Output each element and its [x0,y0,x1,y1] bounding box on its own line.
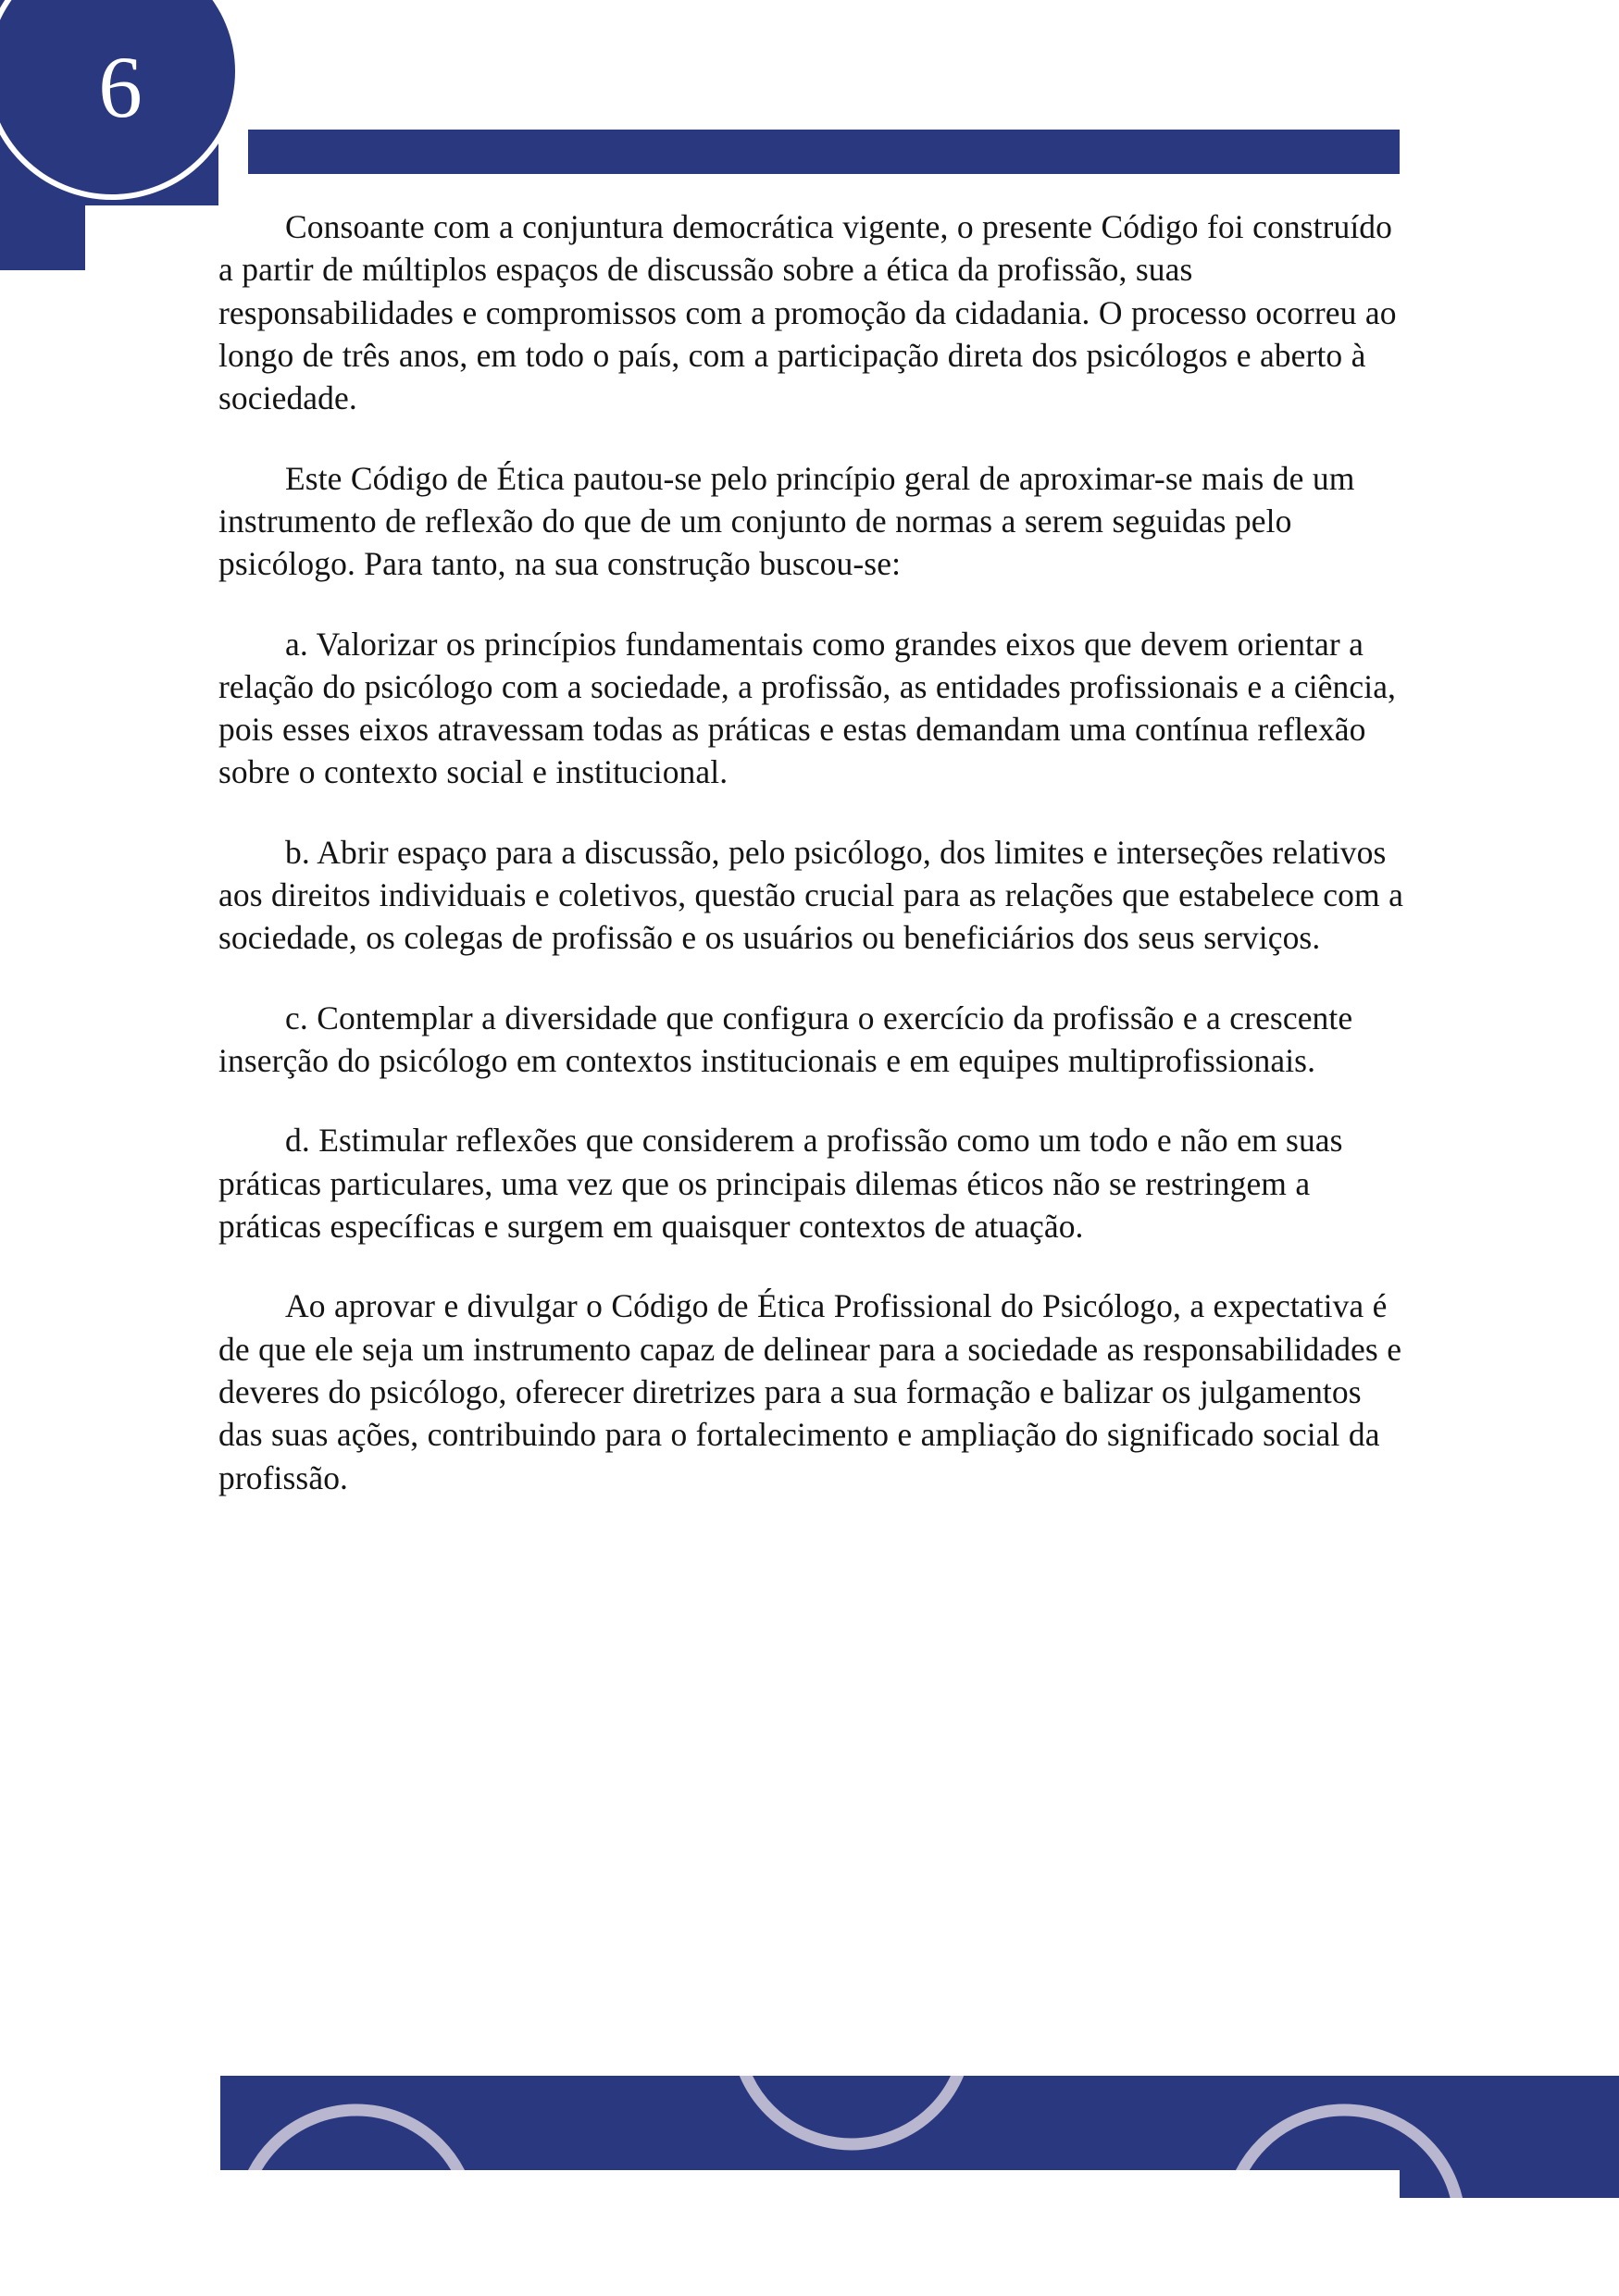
header-bar [248,130,1400,174]
paragraph-item-d: d. Estimular reflexões que considerem a profissão como um todo e não em suas práticas particulares, uma vez que os principais dilemas éticos não se restringem a práticas específicas e surgem em quaisquer contextos de atuação. [218,1122,1343,1245]
footer-arc-band [0,2064,1619,2212]
body-content [218,205,1411,1499]
paragraph-item-b: b. Abrir espaço para a discussão, pelo psicólogo, dos limites e interseções relativos aos direitos individuais e coletivos, questão crucial para as relações que estabelece com a sociedade, os colegas de profissão e os usuários ou beneficiários dos seus serviços. [218,833,1403,957]
paragraph-intro: Consoante com a conjuntura democrática vigente, o presente Código foi construído a partir de múltiplos espaços de discussão sobre a ética da profissão, suas responsabilidades e compromissos com a promoção da cidadania. O processo ocorreu ao longo de três anos, em todo o país, com a participação direta dos psicólogos e aberto à sociedade. [218,208,1397,417]
paragraph-item-a: a. Valorizar os princípios fundamentais como grandes eixos que devem orientar a relação do psicólogo com a sociedade, a profissão, as entidades profissionais e a ciência, pois esses eixos atravessam todas as práticas e estas demandam uma contínua reflexão sobre o contexto social e institucional. [218,625,1397,791]
paragraph-closing: Ao aprovar e divulgar o Código de Ética Profissional do Psicólogo, a expectativa é de que ele seja um instrumento capaz de delinear para a sociedade as responsabilidades e deveres do psicólogo, oferecer diretrizes para a sua formação e balizar os julgamentos das suas ações, contribuindo para o fortalecimento e ampliação do significado social da profissão. [218,1287,1402,1496]
corner-block-lower [0,205,85,270]
page-number: 6 [98,37,143,136]
paragraph-item-c: c. Contemplar a diversidade que configura o exercício da profissão e a crescente inserção do psicólogo em contextos institucionais e em equipes multiprofissionais. [218,999,1353,1079]
footer-decoration-svg [0,2064,1619,2212]
paragraph-principle: Este Código de Ética pautou-se pelo princípio geral de aproximar-se mais de um instrumento de reflexão do que de um conjunto de normas a serem seguidas pelo psicólogo. Para tanto, na sua construção buscou-se: [218,459,1355,583]
